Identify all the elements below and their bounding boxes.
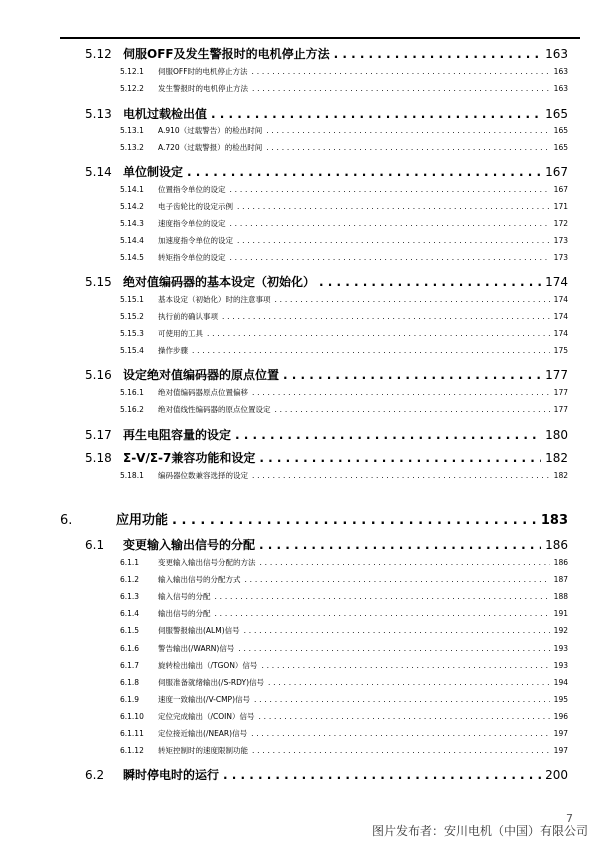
entry-title: 转矩指令单位的设定 [158, 253, 226, 262]
entry-title: 再生电阻容量的设定 [123, 428, 232, 442]
toc-subsection-entry[interactable] [120, 203, 568, 211]
entry-page-number: 165 [553, 143, 568, 152]
entry-page-number: 192 [553, 626, 568, 635]
entry-number: 6.2 [85, 768, 105, 782]
entry-number: 5.15 [85, 275, 112, 289]
entry-title: 伺服OFF时的电机停止方法 [158, 67, 248, 76]
entry-number: 5.14.1 [120, 185, 144, 194]
entry-page-number: 182 [553, 471, 568, 480]
entry-number: 6.1.3 [120, 592, 140, 601]
entry-page-number: 167 [553, 185, 568, 194]
entry-title: 伺服OFF及发生警报时的电机停止方法 [123, 47, 330, 61]
toc-subsection-entry[interactable] [120, 472, 568, 480]
entry-title: 执行前的确认事项 [158, 312, 218, 321]
entry-page-number: 171 [553, 202, 568, 211]
dot-leader [283, 369, 541, 381]
entry-title: 发生警报时的电机停止方法 [158, 84, 248, 93]
toc-section-entry[interactable] [85, 769, 568, 781]
dot-leader [319, 276, 541, 288]
dot-leader [259, 539, 541, 551]
toc-section-entry[interactable] [85, 429, 568, 441]
entry-title: 基本设定（初始化）时的注意事项 [158, 295, 271, 304]
entry-number: 5.15.4 [120, 346, 144, 355]
entry-number: 5.14.2 [120, 202, 144, 211]
entry-number: 6.1.9 [120, 695, 140, 704]
entry-page-number: 177 [553, 405, 568, 414]
dot-leader [237, 237, 550, 245]
dot-leader [172, 514, 537, 527]
dot-leader [211, 108, 541, 120]
entry-title: 瞬时停电时的运行 [123, 768, 220, 782]
dot-leader [223, 769, 541, 781]
entry-number: 6.1.2 [120, 575, 140, 584]
toc-subsection-entry[interactable] [120, 559, 568, 567]
dot-leader [266, 127, 549, 135]
page-number-mark: 7 [566, 812, 573, 825]
entry-number: 5.12.2 [120, 84, 144, 93]
dot-leader [261, 662, 549, 670]
entry-title: 电机过载检出值 [123, 107, 208, 121]
entry-page-number: 174 [553, 329, 568, 338]
entry-number: 6.1.1 [120, 558, 140, 567]
dot-leader [244, 627, 550, 635]
entry-page-number: 187 [553, 575, 568, 584]
toc-subsection-entry[interactable] [120, 576, 568, 584]
entry-page-number: 177 [553, 388, 568, 397]
entry-page-number: 172 [553, 219, 568, 228]
entry-number: 6.1.7 [120, 661, 140, 670]
entry-title: Σ-V/Σ-7兼容功能和设定 [123, 451, 256, 465]
entry-title: 输入输出信号的分配方式 [158, 575, 241, 584]
entry-page-number: 183 [540, 513, 568, 528]
entry-page-number: 196 [553, 712, 568, 721]
entry-number: 5.16.1 [120, 388, 144, 397]
dot-leader [252, 68, 550, 76]
toc-subsection-entry[interactable] [120, 127, 568, 135]
dot-leader [252, 747, 550, 755]
toc-subsection-entry[interactable] [120, 254, 568, 262]
toc-subsection-entry[interactable] [120, 296, 568, 304]
toc-subsection-entry[interactable] [120, 627, 568, 635]
toc-subsection-entry[interactable] [120, 730, 568, 738]
entry-page-number: 173 [553, 253, 568, 262]
toc-subsection-entry[interactable] [120, 85, 568, 93]
toc-section-entry[interactable] [85, 276, 568, 288]
entry-page-number: 163 [545, 47, 568, 61]
toc-subsection-entry[interactable] [120, 696, 568, 704]
entry-page-number: 167 [545, 165, 568, 179]
entry-title: 定位完成输出（/COIN）信号 [158, 712, 255, 721]
dot-leader [238, 645, 549, 653]
entry-title: 转矩控制时的速度限制功能 [158, 746, 248, 755]
toc-section-entry[interactable] [85, 452, 568, 464]
entry-title: 设定绝对值编码器的原点位置 [123, 368, 280, 382]
entry-title: 电子齿轮比的设定示例 [158, 202, 233, 211]
entry-number: 5.16 [85, 368, 112, 382]
toc-section-entry[interactable] [85, 539, 568, 551]
dot-leader [215, 593, 550, 601]
dot-leader [334, 48, 541, 60]
entry-number: 5.13 [85, 107, 112, 121]
entry-title: 旋转检出输出（/TGON）信号 [158, 661, 258, 670]
entry-title: A.910（过载警告）的检出时间 [158, 126, 263, 135]
dot-leader [266, 144, 549, 152]
entry-number: 6.1.11 [120, 729, 144, 738]
entry-page-number: 180 [545, 428, 568, 442]
entry-page-number: 191 [553, 609, 568, 618]
entry-page-number: 193 [553, 661, 568, 670]
dot-leader [230, 254, 550, 262]
entry-page-number: 163 [553, 84, 568, 93]
entry-title: 编码器位数兼容选择的设定 [158, 471, 248, 480]
dot-leader [275, 406, 550, 414]
entry-number: 6.1.8 [120, 678, 140, 687]
toc-subsection-entry[interactable] [120, 747, 568, 755]
dot-leader [187, 166, 541, 178]
entry-page-number: 163 [553, 67, 568, 76]
dot-leader [252, 472, 550, 480]
entry-title: 输入信号的分配 [158, 592, 211, 601]
dot-leader [235, 429, 541, 441]
toc-subsection-entry[interactable] [120, 313, 568, 321]
dot-leader [230, 220, 550, 228]
entry-number: 5.13.1 [120, 126, 144, 135]
entry-number: 6. [60, 513, 73, 528]
toc-subsection-entry[interactable] [120, 186, 568, 194]
toc-subsection-entry[interactable] [120, 406, 568, 414]
entry-title: 伺服准备就绪输出(/S-RDY)信号 [158, 678, 265, 687]
entry-number: 5.18.1 [120, 471, 144, 480]
toc-subsection-entry[interactable] [120, 662, 568, 670]
entry-title: 应用功能 [116, 513, 169, 528]
entry-title: 速度一致输出(/V-CMP)信号 [158, 695, 251, 704]
dot-leader [230, 186, 550, 194]
entry-page-number: 188 [553, 592, 568, 601]
entry-page-number: 165 [545, 107, 568, 121]
toc-chapter-entry[interactable] [60, 514, 568, 527]
dot-leader [215, 610, 550, 618]
entry-title: 绝对值编码器的基本设定（初始化） [123, 275, 316, 289]
toc-subsection-entry[interactable] [120, 347, 568, 355]
entry-title: 单位制设定 [123, 165, 184, 179]
entry-title: 位置指令单位的设定 [158, 185, 226, 194]
toc-subsection-entry[interactable] [120, 645, 568, 653]
entry-page-number: 197 [553, 729, 568, 738]
entry-title: 绝对值编码器原点位置偏移 [158, 388, 248, 397]
entry-number: 5.13.2 [120, 143, 144, 152]
entry-page-number: 197 [553, 746, 568, 755]
entry-title: 绝对值线性编码器的原点位置设定 [158, 405, 271, 414]
toc-section-entry[interactable] [85, 166, 568, 178]
entry-number: 5.15.1 [120, 295, 144, 304]
toc-subsection-entry[interactable] [120, 68, 568, 76]
entry-number: 5.17 [85, 428, 112, 442]
entry-page-number: 174 [553, 295, 568, 304]
toc-section-entry[interactable] [85, 108, 568, 120]
dot-leader [222, 313, 550, 321]
entry-page-number: 177 [545, 368, 568, 382]
entry-title: 警告输出(/WARN)信号 [158, 644, 235, 653]
entry-page-number: 173 [553, 236, 568, 245]
entry-number: 5.15.3 [120, 329, 144, 338]
toc-subsection-entry[interactable] [120, 220, 568, 228]
toc-section-entry[interactable] [85, 369, 568, 381]
entry-title: 操作步骤 [158, 346, 188, 355]
entry-title: 可使用的工具 [158, 329, 203, 338]
toc-subsection-entry[interactable] [120, 144, 568, 152]
toc-subsection-entry[interactable] [120, 330, 568, 338]
entry-number: 5.14.4 [120, 236, 144, 245]
entry-title: 变更输入输出信号的分配 [123, 538, 256, 552]
dot-leader [245, 576, 550, 584]
entry-number: 5.12.1 [120, 67, 144, 76]
entry-title: A.720（过载警报）的检出时间 [158, 143, 263, 152]
entry-page-number: 186 [553, 558, 568, 567]
entry-title: 定位接近输出(/NEAR)信号 [158, 729, 248, 738]
entry-page-number: 200 [545, 768, 568, 782]
entry-page-number: 193 [553, 644, 568, 653]
entry-page-number: 174 [545, 275, 568, 289]
entry-title: 输出信号的分配 [158, 609, 211, 618]
toc-section-entry[interactable] [85, 48, 568, 60]
dot-leader [251, 730, 550, 738]
entry-page-number: 175 [553, 346, 568, 355]
entry-number: 5.16.2 [120, 405, 144, 414]
entry-number: 5.12 [85, 47, 112, 61]
entry-page-number: 195 [553, 695, 568, 704]
dot-leader [259, 452, 541, 464]
entry-number: 5.15.2 [120, 312, 144, 321]
entry-number: 5.18 [85, 451, 112, 465]
toc-subsection-entry[interactable] [120, 610, 568, 618]
entry-title: 速度指令单位的设定 [158, 219, 226, 228]
image-credit: 图片发布者：安川电机（中国）有限公司 [371, 824, 588, 838]
entry-number: 6.1.5 [120, 626, 140, 635]
entry-number: 6.1 [85, 538, 105, 552]
dot-leader [237, 203, 550, 211]
dot-leader [252, 389, 550, 397]
dot-leader [207, 330, 550, 338]
entry-number: 5.14.5 [120, 253, 144, 262]
entry-number: 6.1.4 [120, 609, 140, 618]
entry-title: 变更输入输出信号分配的方法 [158, 558, 256, 567]
entry-page-number: 186 [545, 538, 568, 552]
entry-page-number: 174 [553, 312, 568, 321]
entry-number: 6.1.6 [120, 644, 140, 653]
entry-title: 加速度指令单位的设定 [158, 236, 233, 245]
toc-subsection-entry[interactable] [120, 237, 568, 245]
entry-number: 6.1.10 [120, 712, 144, 721]
entry-number: 6.1.12 [120, 746, 144, 755]
toc-subsection-entry[interactable] [120, 389, 568, 397]
dot-leader [192, 347, 550, 355]
entry-page-number: 182 [545, 451, 568, 465]
dot-leader [275, 296, 550, 304]
dot-leader [252, 85, 550, 93]
entry-number: 5.14 [85, 165, 112, 179]
entry-number: 5.14.3 [120, 219, 144, 228]
dot-leader [260, 559, 550, 567]
dot-leader [254, 696, 550, 704]
toc-subsection-entry[interactable] [120, 593, 568, 601]
entry-page-number: 165 [553, 126, 568, 135]
toc-subsection-entry[interactable] [120, 679, 568, 687]
entry-title: 伺服警报输出(ALM)信号 [158, 626, 240, 635]
dot-leader [259, 713, 550, 721]
toc-subsection-entry[interactable] [120, 713, 568, 721]
dot-leader [268, 679, 550, 687]
entry-page-number: 194 [553, 678, 568, 687]
